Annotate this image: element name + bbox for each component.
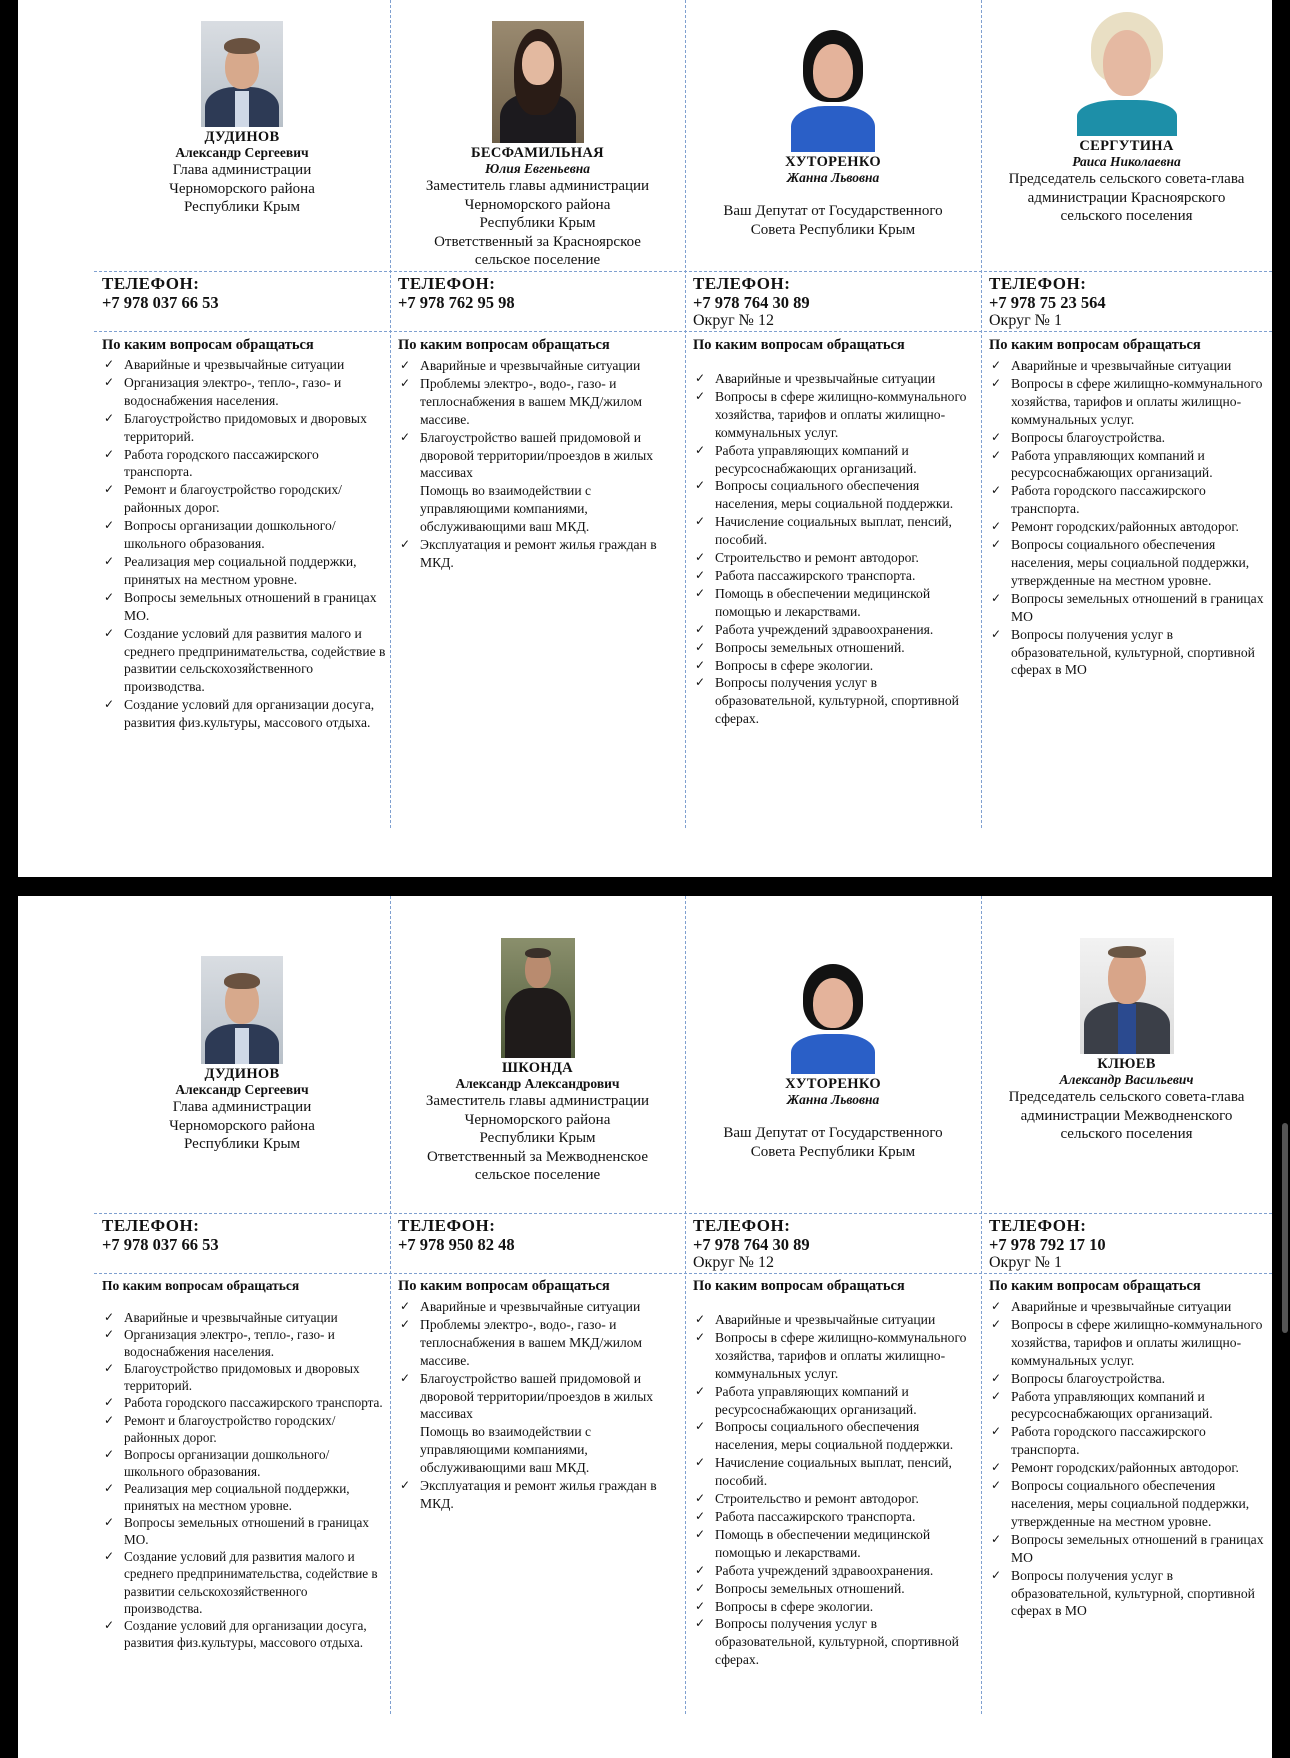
- topic-item: ✓ Работа управляющих компаний и ресурсоснабжающих организаций.: [693, 442, 979, 478]
- topics-block: [398, 1277, 683, 1513]
- topic-item: ✓ Вопросы социального обеспечения населения, меры социальной поддержки.: [693, 477, 979, 513]
- official-surname: КЛЮЕВ: [1097, 1056, 1156, 1072]
- scrollbar-thumb[interactable]: [1282, 1123, 1288, 1333]
- topic-item: ✓ Вопросы в сфере жилищно-коммунального хозяйства, тарифов и оплаты жилищно-коммунальных услуг.: [989, 1316, 1270, 1370]
- phone-block: [989, 274, 1268, 330]
- topic-item: ✓ Строительство и ремонт автодорог.: [693, 549, 979, 567]
- phone-label: ТЕЛЕФОН:: [693, 274, 791, 293]
- topic-item: ✓ Благоустройство придомовых и дворовых территорий.: [102, 1360, 388, 1394]
- official-surname: ХУТОРЕНКО: [785, 154, 881, 170]
- topic-item: ✓ Начисление социальных выплат, пенсий, пособий.: [693, 1454, 979, 1490]
- phone-block: [693, 1216, 977, 1272]
- official-card: [390, 896, 685, 1758]
- official-photo: [201, 21, 283, 127]
- official-card: [94, 0, 390, 877]
- topic-item: ✓ Ремонт и благоустройство городских/районных дорог.: [102, 481, 388, 517]
- phone-block: [398, 274, 681, 312]
- topic-item: ✓ Проблемы электро-, водо-, газо- и теплоснабжения в вашем МКД/жилом массиве.: [398, 1316, 683, 1370]
- phone-block: [398, 1216, 681, 1254]
- topic-item: ✓ Эксплуатация и ремонт жилья граждан в МКД.: [398, 1477, 683, 1513]
- official-surname: ХУТОРЕНКО: [785, 1076, 881, 1092]
- phone-number: +7 978 792 17 10: [989, 1235, 1106, 1254]
- phone-number: +7 978 764 30 89: [693, 293, 810, 312]
- topic-item: ✓ Аварийные и чрезвычайные ситуации: [989, 1298, 1270, 1316]
- official-given-name: Александр Сергеевич: [175, 1082, 309, 1097]
- phone-number: +7 978 75 23 564: [989, 293, 1106, 312]
- topics-title: По каким вопросам обращаться: [102, 1278, 300, 1293]
- topic-item: ✓ Организация электро-, тепло-, газо- и водоснабжения населения.: [102, 374, 388, 410]
- official-given-name: Александр Александрович: [455, 1076, 620, 1091]
- official-photo: [201, 956, 283, 1064]
- phone-label: ТЕЛЕФОН:: [102, 1216, 200, 1235]
- topic-item: ✓ Аварийные и чрезвычайные ситуации: [102, 356, 388, 374]
- official-role: Глава администрации Черноморского района Республики Крым: [169, 1099, 315, 1152]
- topic-item: ✓ Организация электро-, тепло-, газо- и водоснабжения населения.: [102, 1326, 388, 1360]
- topics-block: [102, 1277, 388, 1651]
- topic-item: ✓ Вопросы получения услуг в образовательной, культурной, спортивной сферах.: [693, 1615, 979, 1669]
- official-card: [981, 0, 1272, 877]
- topic-item: ✓ Работа управляющих компаний и ресурсоснабжающих организаций.: [989, 1388, 1270, 1424]
- topic-item: ✓ Ремонт и благоустройство городских/районных дорог.: [102, 1412, 388, 1446]
- topic-item: ✓ Благоустройство вашей придомовой и дворовой территории/проездов в жилых массивах: [398, 429, 683, 483]
- topic-item: ✓ Вопросы получения услуг в образовательной, культурной, спортивной сферах.: [693, 674, 979, 728]
- phone-block: [989, 1216, 1268, 1272]
- official-surname: БЕСФАМИЛЬНАЯ: [471, 145, 604, 161]
- topic-item: ✓ Вопросы организации дошкольного/школьного образования.: [102, 517, 388, 553]
- topic-item: ✓ Аварийные и чрезвычайные ситуации: [102, 1309, 388, 1326]
- topic-item: ✓ Вопросы в сфере жилищно-коммунального хозяйства, тарифов и оплаты жилищно-коммунальных услуг.: [989, 375, 1270, 429]
- topic-item: ✓ Работа городского пассажирского транспорта.: [102, 446, 388, 482]
- topics-title: По каким вопросам обращаться: [102, 337, 314, 353]
- topic-item: ✓ Аварийные и чрезвычайные ситуации: [398, 1298, 683, 1316]
- topic-item: ✓ Строительство и ремонт автодорог.: [693, 1490, 979, 1508]
- topic-item: ✓ Вопросы благоустройства.: [989, 1370, 1270, 1388]
- topic-item: ✓ Работа учреждений здравоохранения.: [693, 621, 979, 639]
- topics-block: [693, 1277, 979, 1669]
- official-photo: [1077, 8, 1177, 136]
- topic-item: ✓ Работа пассажирского транспорта.: [693, 567, 979, 585]
- topics-title: По каким вопросам обращаться: [398, 1278, 610, 1294]
- district-label: Округ № 1: [989, 1254, 1062, 1271]
- phone-number: +7 978 037 66 53: [102, 1235, 219, 1254]
- topic-item: ✓ Работа управляющих компаний и ресурсоснабжающих организаций.: [989, 447, 1270, 483]
- topic-item: ✓ Работа городского пассажирского транспорта.: [102, 1394, 388, 1411]
- official-surname: ДУДИНОВ: [204, 1066, 280, 1082]
- official-role: Председатель сельского совета-глава администрации Красноярского сельского поселения: [1008, 171, 1245, 224]
- official-role: Заместитель главы администрации Черноморского района Республики Крым Ответственный за Межводненское сельское поселение: [425, 1093, 650, 1183]
- topic-item: ✓ Работа управляющих компаний и ресурсоснабжающих организаций.: [693, 1383, 979, 1419]
- topic-item: ✓ Вопросы организации дошкольного/школьного образования.: [102, 1446, 388, 1480]
- topics-block: [989, 336, 1270, 679]
- topic-item: ✓ Аварийные и чрезвычайные ситуации: [693, 1311, 979, 1329]
- official-photo: [1080, 938, 1174, 1054]
- topic-item: ✓ Аварийные и чрезвычайные ситуации: [398, 357, 683, 375]
- phone-number: +7 978 762 95 98: [398, 293, 515, 312]
- topic-item: ✓ Вопросы в сфере экологии.: [693, 1598, 979, 1616]
- topic-item: Помощь во взаимодействии с управляющими компаниями, обслуживающими ваш МКД.: [420, 483, 592, 535]
- leaflet-page-1: [18, 0, 1272, 877]
- official-card: [685, 0, 981, 877]
- official-photo: [501, 938, 575, 1058]
- official-card: [390, 0, 685, 877]
- topic-item: ✓ Работа городского пассажирского транспорта.: [989, 1423, 1270, 1459]
- topic-item: ✓ Создание условий для организации досуга, развития физ.культуры, массового отдыха.: [102, 696, 388, 732]
- leaflet-page-2: [18, 896, 1272, 1758]
- phone-label: ТЕЛЕФОН:: [398, 1216, 496, 1235]
- topic-item: ✓ Вопросы социального обеспечения населения, меры социальной поддержки, утвержденные на местном уровне.: [989, 1477, 1270, 1531]
- topic-item: ✓ Реализация мер социальной поддержки, принятых на местном уровне.: [102, 553, 388, 589]
- district-label: Округ № 12: [693, 1254, 774, 1271]
- official-card: [981, 896, 1272, 1758]
- official-card: [685, 896, 981, 1758]
- topic-item: ✓ Помощь в обеспечении медицинской помощью и лекарствами.: [693, 1526, 979, 1562]
- topics-title: По каким вопросам обращаться: [398, 337, 610, 353]
- topic-item: ✓ Вопросы получения услуг в образовательной, культурной, спортивной сферах в МО: [989, 1567, 1270, 1621]
- official-given-name: Александр Васильевич: [1059, 1072, 1194, 1087]
- topics-block: [102, 336, 388, 732]
- topic-item: ✓ Создание условий для организации досуга, развития физ.культуры, массового отдыха.: [102, 1617, 388, 1651]
- phone-label: ТЕЛЕФОН:: [693, 1216, 791, 1235]
- official-given-name: Александр Сергеевич: [175, 145, 309, 160]
- phone-label: ТЕЛЕФОН:: [398, 274, 496, 293]
- official-surname: ШКОНДА: [502, 1060, 573, 1076]
- district-label: Округ № 1: [989, 312, 1062, 329]
- topic-item: ✓ Ремонт городских/районных автодорог.: [989, 1459, 1270, 1477]
- topic-item: ✓ Вопросы в сфере жилищно-коммунального хозяйства, тарифов и оплаты жилищно-коммунальных услуг.: [693, 388, 979, 442]
- topic-item: ✓ Вопросы земельных отношений.: [693, 1580, 979, 1598]
- topic-item: ✓ Ремонт городских/районных автодорог.: [989, 518, 1270, 536]
- topics-title: По каким вопросам обращаться: [989, 1278, 1201, 1294]
- official-photo: [492, 21, 584, 143]
- phone-label: ТЕЛЕФОН:: [989, 274, 1087, 293]
- official-photo: [787, 962, 879, 1074]
- topics-block: [989, 1277, 1270, 1620]
- official-role: Ваш Депутат от Государственного Совета Республики Крым: [723, 1125, 943, 1160]
- topics-title: По каким вопросам обращаться: [989, 337, 1201, 353]
- topic-item: ✓ Начисление социальных выплат, пенсий, пособий.: [693, 513, 979, 549]
- topic-item: ✓ Вопросы земельных отношений в границах МО.: [102, 1514, 388, 1548]
- official-card: [94, 896, 390, 1758]
- phone-number: +7 978 764 30 89: [693, 1235, 810, 1254]
- district-label: Округ № 12: [693, 312, 774, 329]
- topic-item: ✓ Вопросы земельных отношений в границах МО: [989, 1531, 1270, 1567]
- phone-block: [693, 274, 977, 330]
- phone-number: +7 978 950 82 48: [398, 1235, 515, 1254]
- topic-item: ✓ Помощь в обеспечении медицинской помощью и лекарствами.: [693, 585, 979, 621]
- topic-item: ✓ Создание условий для развития малого и среднего предпринимательства, содействие в развитии сельскохозяйственного производства.: [102, 1548, 388, 1616]
- official-surname: СЕРГУТИНА: [1079, 138, 1174, 154]
- topic-item: ✓ Вопросы получения услуг в образовательной, культурной, спортивной сферах в МО: [989, 626, 1270, 680]
- topic-item: ✓ Вопросы земельных отношений.: [693, 639, 979, 657]
- phone-label: ТЕЛЕФОН:: [102, 274, 200, 293]
- phone-label: ТЕЛЕФОН:: [989, 1216, 1087, 1235]
- topics-block: [693, 336, 979, 728]
- official-given-name: Раиса Николаевна: [1072, 154, 1181, 169]
- official-role: Председатель сельского совета-глава администрации Межводненского сельского поселения: [1008, 1089, 1245, 1142]
- topic-item: ✓ Вопросы земельных отношений в границах МО: [989, 590, 1270, 626]
- topic-item: ✓ Аварийные и чрезвычайные ситуации: [989, 357, 1270, 375]
- official-photo: [785, 26, 881, 152]
- topics-title: По каким вопросам обращаться: [693, 1278, 905, 1294]
- topic-item: ✓ Аварийные и чрезвычайные ситуации: [693, 370, 979, 388]
- topics-title: По каким вопросам обращаться: [693, 337, 905, 353]
- topic-item: ✓ Благоустройство вашей придомовой и дворовой территории/проездов в жилых массивах: [398, 1370, 683, 1424]
- topics-block: [398, 336, 683, 572]
- topic-item: ✓ Проблемы электро-, водо-, газо- и теплоснабжения в вашем МКД/жилом массиве.: [398, 375, 683, 429]
- official-surname: ДУДИНОВ: [204, 129, 280, 145]
- topic-item: Помощь во взаимодействии с управляющими компаниями, обслуживающими ваш МКД.: [420, 1424, 592, 1476]
- phone-block: [102, 1216, 386, 1254]
- official-role: Заместитель главы администрации Черноморского района Республики Крым Ответственный за Красноярское сельское поселение: [425, 178, 650, 268]
- topic-item: ✓ Вопросы социального обеспечения населения, меры социальной поддержки, утвержденные на местном уровне.: [989, 536, 1270, 590]
- topic-item: ✓ Благоустройство придомовых и дворовых территорий.: [102, 410, 388, 446]
- official-given-name: Жанна Львовна: [786, 170, 880, 185]
- topic-item: ✓ Создание условий для развития малого и среднего предпринимательства, содействие в развитии сельскохозяйственного производства.: [102, 625, 388, 697]
- topic-item: ✓ Работа пассажирского транспорта.: [693, 1508, 979, 1526]
- official-given-name: Жанна Львовна: [786, 1092, 880, 1107]
- topic-item: ✓ Вопросы социального обеспечения населения, меры социальной поддержки.: [693, 1418, 979, 1454]
- topic-item: ✓ Работа учреждений здравоохранения.: [693, 1562, 979, 1580]
- phone-number: +7 978 037 66 53: [102, 293, 219, 312]
- topic-item: ✓ Вопросы в сфере жилищно-коммунального хозяйства, тарифов и оплаты жилищно-коммунальных услуг.: [693, 1329, 979, 1383]
- official-given-name: Юлия Евгеньевна: [485, 161, 590, 176]
- topic-item: ✓ Реализация мер социальной поддержки, принятых на местном уровне.: [102, 1480, 388, 1514]
- phone-block: [102, 274, 386, 312]
- official-role: Ваш Депутат от Государственного Совета Республики Крым: [723, 203, 943, 238]
- topic-item: ✓ Работа городского пассажирского транспорта.: [989, 482, 1270, 518]
- topic-item: ✓ Вопросы в сфере экологии.: [693, 657, 979, 675]
- topic-item: ✓ Вопросы благоустройства.: [989, 429, 1270, 447]
- official-role: Глава администрации Черноморского района Республики Крым: [169, 162, 315, 215]
- topic-item: ✓ Эксплуатация и ремонт жилья граждан в МКД.: [398, 536, 683, 572]
- topic-item: ✓ Вопросы земельных отношений в границах МО.: [102, 589, 388, 625]
